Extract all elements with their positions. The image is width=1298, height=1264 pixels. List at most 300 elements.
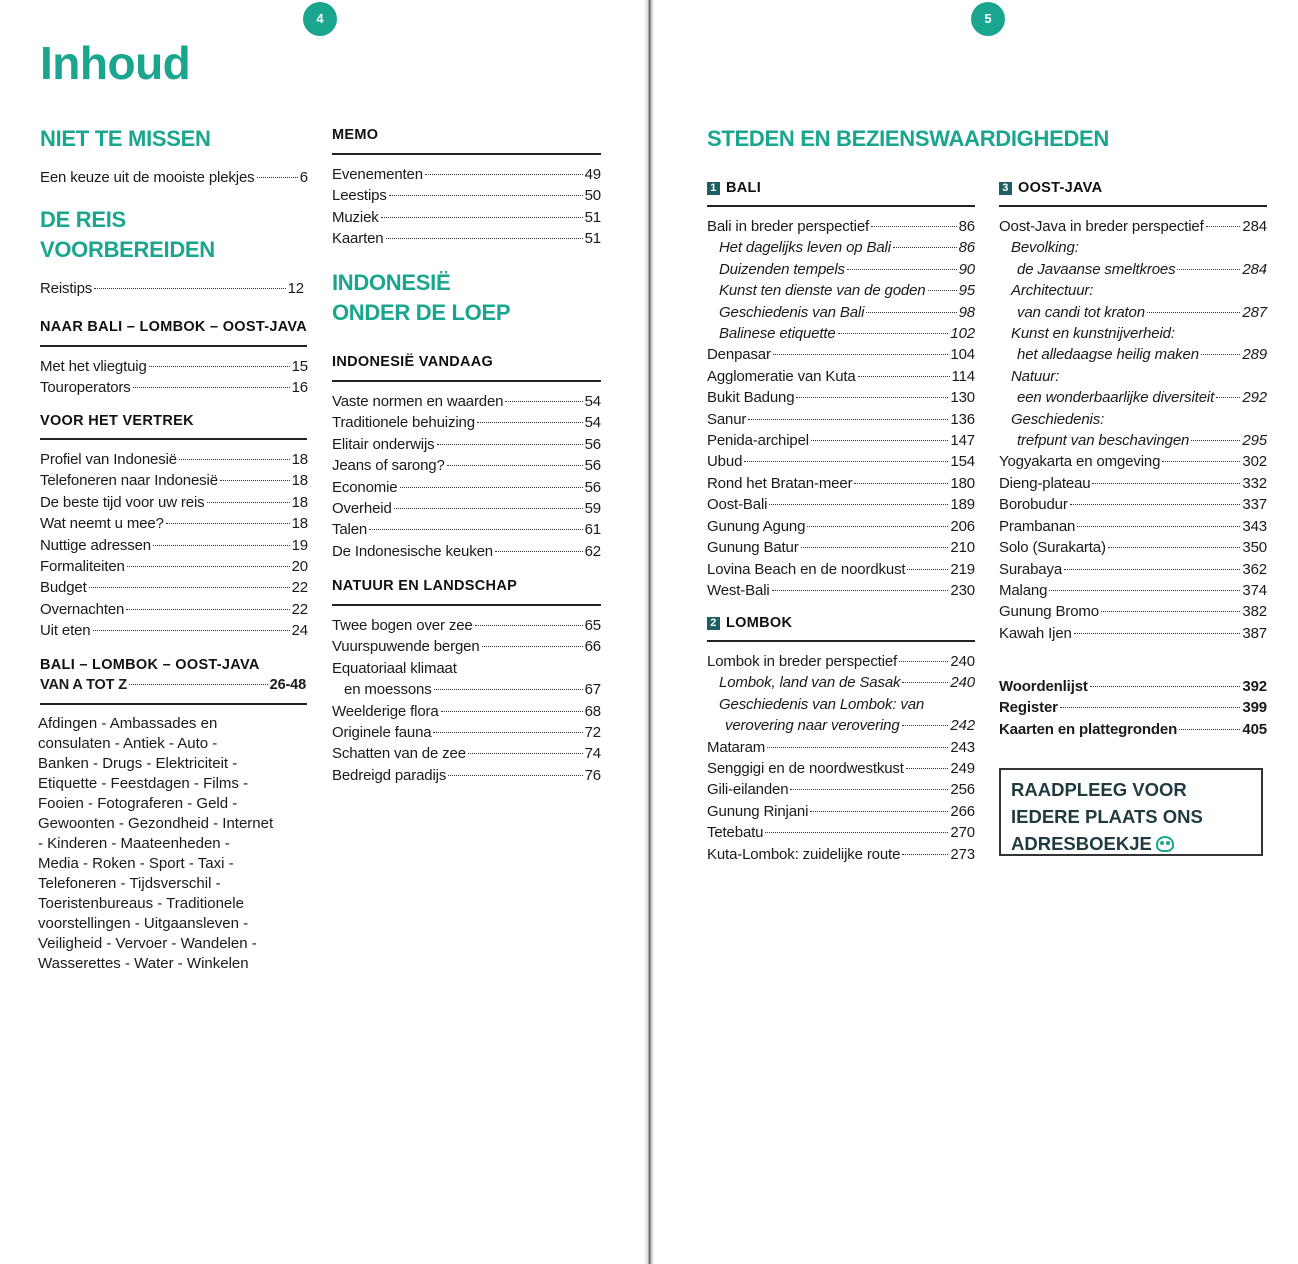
divider — [40, 438, 307, 440]
dot-leader — [93, 630, 290, 631]
toc-entry — [999, 697, 1267, 718]
toc-entry-label: Overnachten — [40, 600, 125, 618]
callout-line: IEDERE PLAATS ONS — [1011, 806, 1203, 827]
toc-entry — [40, 492, 308, 513]
toc-entry — [332, 701, 601, 722]
toc-entry-page: 292 — [1242, 389, 1267, 407]
toc-entry — [40, 577, 308, 598]
toc-entry-page: 54 — [584, 393, 601, 410]
toc-entry-page: 104 — [950, 346, 975, 364]
section-heading-niet-te-missen: NIET TE MISSEN — [40, 126, 211, 151]
dot-leader — [748, 419, 948, 420]
toc-entry — [332, 658, 601, 679]
dot-leader — [89, 587, 290, 588]
toc-entry-label: Solo (Surakarta) — [999, 539, 1106, 557]
toc-entry — [707, 387, 975, 408]
topic-line: voorstellingen - Uitgaansleven - — [38, 915, 249, 932]
toc-entry-label: De Indonesische keuken — [332, 542, 493, 560]
toc-list-a-tot-z — [40, 675, 306, 696]
toc-entry — [707, 516, 975, 537]
toc-list-bali — [707, 216, 975, 601]
toc-entry — [707, 237, 975, 258]
divider — [707, 640, 975, 642]
toc-entry-label: Sanur — [707, 410, 747, 428]
dot-leader — [1092, 483, 1240, 484]
toc-entry-label: Originele fauna — [332, 724, 432, 742]
toc-entry-label: de Javaanse smeltkroes — [1017, 260, 1176, 278]
dot-leader — [858, 376, 950, 377]
toc-entry-label: Gunung Batur — [707, 539, 799, 557]
toc-entry-label: Mataram — [707, 738, 766, 756]
toc-entry-page: 98 — [958, 303, 975, 321]
toc-entry — [332, 477, 601, 498]
toc-entry — [332, 722, 601, 743]
toc-entry-label: Architectuur: — [1011, 282, 1094, 300]
toc-entry — [707, 473, 975, 494]
toc-entry-label: Tetebatu — [707, 824, 764, 842]
heading-line: ONDER DE LOEP — [332, 300, 511, 325]
dot-leader — [400, 487, 583, 488]
toc-entry-page: 242 — [950, 717, 975, 735]
toc-entry-page: 302 — [1242, 453, 1267, 471]
toc-entry-page: 219 — [950, 560, 975, 578]
toc-entry-page: 65 — [584, 617, 601, 634]
toc-entry — [707, 580, 975, 601]
dot-leader — [810, 811, 948, 812]
dot-leader — [902, 725, 949, 726]
toc-entry — [40, 449, 308, 470]
dot-leader — [153, 545, 290, 546]
toc-entry-label: Oost-Bali — [707, 496, 768, 514]
dot-leader — [133, 387, 290, 388]
dot-leader — [369, 529, 582, 530]
toc-entry-label: Gunung Rinjani — [707, 802, 809, 820]
toc-entry-page: 230 — [950, 581, 975, 599]
dot-leader — [765, 832, 948, 833]
toc-entry-page: 284 — [1242, 218, 1267, 235]
toc-entry-page: 332 — [1242, 474, 1267, 492]
toc-entry-page: 18 — [291, 472, 308, 490]
region-number-badge: 1 — [707, 182, 720, 195]
toc-entry-label: Dieng-plateau — [999, 474, 1091, 492]
toc-entry-label: Malang — [999, 581, 1048, 599]
toc-entry-label: West-Bali — [707, 581, 770, 599]
dot-leader — [893, 247, 957, 248]
toc-list-niet-te-missen — [40, 167, 308, 188]
toc-entry-label: Prambanan — [999, 517, 1076, 535]
subheading-naar-bali: NAAR BALI – LOMBOK – OOST-JAVA — [40, 319, 308, 335]
toc-entry-page: 136 — [950, 410, 975, 428]
toc-entry — [332, 636, 601, 657]
toc-entry — [999, 623, 1267, 644]
subheading-label: BALI — [726, 180, 762, 196]
toc-entry — [332, 519, 601, 540]
toc-entry-label: Vuurspuwende bergen — [332, 638, 480, 656]
dot-leader — [790, 789, 948, 790]
toc-entry-page: 189 — [950, 496, 975, 514]
toc-entry-page: 59 — [584, 500, 601, 518]
divider — [332, 153, 601, 155]
toc-entry-label: Equatoriaal klimaat — [332, 659, 457, 677]
toc-entry — [707, 537, 975, 558]
dot-leader — [838, 333, 949, 334]
toc-list-indonesie-vandaag — [332, 391, 601, 562]
toc-list-extras — [999, 676, 1267, 740]
dot-leader — [386, 238, 583, 239]
toc-entry-page: 256 — [950, 781, 975, 799]
toc-entry — [332, 765, 601, 786]
topic-line: Afdingen - Ambassades en — [38, 715, 218, 732]
toc-entry-label: Geschiedenis van Bali — [719, 303, 865, 321]
divider — [332, 604, 601, 606]
dot-leader — [767, 747, 948, 748]
toc-entry-label: en moessons — [344, 681, 432, 699]
toc-entry-label: Kunst ten dienste van de goden — [719, 282, 926, 300]
dot-leader — [811, 440, 948, 441]
toc-entry — [707, 822, 975, 843]
toc-entry — [707, 216, 975, 237]
subheading-voor-het-vertrek: VOOR HET VERTREK — [40, 413, 194, 429]
dot-leader — [847, 269, 957, 270]
dot-leader — [477, 422, 583, 423]
toc-entry-page: 22 — [291, 579, 308, 597]
toc-entry-label: Ubud — [707, 453, 743, 471]
dot-leader — [149, 366, 290, 367]
toc-entry-label: Telefoneren naar Indonesië — [40, 472, 218, 490]
toc-entry-label: Gunung Agung — [707, 517, 806, 535]
toc-entry — [40, 556, 308, 577]
heading-line: VOORBEREIDEN — [40, 237, 215, 262]
toc-entry-label: Twee bogen over zee — [332, 617, 473, 634]
toc-entry — [707, 409, 975, 430]
address-book-callout — [999, 768, 1263, 856]
toc-list-memo — [332, 164, 601, 250]
toc-entry — [707, 758, 975, 779]
toc-entry — [332, 185, 601, 206]
toc-entry-page: 287 — [1242, 303, 1267, 321]
dot-leader — [1108, 547, 1241, 548]
toc-entry-label: Vaste normen en waarden — [332, 393, 504, 410]
divider — [707, 205, 975, 207]
dot-leader — [475, 625, 583, 626]
toc-entry-label: Weelderige flora — [332, 702, 439, 720]
dot-leader — [769, 504, 948, 505]
dot-leader — [772, 590, 949, 591]
toc-entry-page: 86 — [958, 218, 975, 235]
toc-entry-page: 24 — [291, 622, 308, 640]
toc-entry-page: 12 — [287, 280, 304, 297]
toc-entry — [707, 259, 975, 280]
toc-entry — [999, 344, 1267, 365]
toc-entry-label: Leestips — [332, 187, 387, 205]
toc-entry-page: 86 — [958, 239, 975, 257]
toc-entry-page: 68 — [584, 702, 601, 720]
dot-leader — [1064, 569, 1240, 570]
toc-entry — [999, 409, 1267, 430]
dot-leader — [801, 547, 949, 548]
toc-entry-page: 243 — [950, 738, 975, 756]
toc-entry-page: 180 — [950, 474, 975, 492]
toc-list-natuur — [332, 615, 601, 786]
callout-line: RAADPLEEG VOOR — [1011, 779, 1187, 800]
dot-leader — [257, 177, 298, 178]
toc-entry — [999, 537, 1267, 558]
toc-entry-label: Kuta-Lombok: zuidelijke route — [707, 845, 901, 863]
dot-leader — [1179, 729, 1240, 730]
toc-entry — [999, 473, 1267, 494]
toc-entry-label: het alledaagse heilig maken — [1017, 346, 1199, 364]
toc-entry-page: 147 — [950, 432, 975, 450]
toc-entry-page: 72 — [584, 724, 601, 742]
toc-entry — [332, 743, 601, 764]
toc-entry — [40, 675, 306, 696]
toc-entry-label: Traditionele behuizing — [332, 414, 475, 432]
toc-entry-label: Natuur: — [1011, 367, 1060, 385]
toc-entry-page: 20 — [291, 558, 308, 576]
toc-entry-page: 26-48 — [269, 677, 306, 693]
toc-entry-page: 130 — [950, 389, 975, 407]
toc-list-voor-het-vertrek — [40, 449, 308, 642]
toc-entry — [707, 779, 975, 800]
toc-entry-label: Bedreigd paradijs — [332, 766, 447, 784]
toc-entry-page: 18 — [291, 493, 308, 511]
toc-entry — [707, 559, 975, 580]
toc-entry-label: Borobudur — [999, 496, 1068, 514]
toc-entry — [707, 302, 975, 323]
toc-entry-label: Duizenden tempels — [719, 260, 845, 278]
toc-entry — [999, 601, 1267, 622]
toc-entry — [40, 620, 308, 641]
toc-entry — [999, 451, 1267, 472]
toc-entry — [707, 651, 975, 672]
toc-entry-label: Senggigi en de noordwestkust — [707, 760, 904, 778]
toc-entry-page: 95 — [958, 282, 975, 300]
toc-entry-label: Yogyakarta en omgeving — [999, 453, 1161, 471]
dot-leader — [899, 661, 948, 662]
toc-entry-label: Oost-Java in breder perspectief — [999, 218, 1204, 235]
subheading-memo: MEMO — [332, 127, 379, 143]
dot-leader — [495, 551, 583, 552]
toc-entry-page: 51 — [584, 230, 601, 248]
toc-list-lombok — [707, 651, 975, 865]
topic-line: Media - Roken - Sport - Taxi - — [38, 855, 234, 872]
toc-entry — [999, 430, 1267, 451]
toc-entry-page: 405 — [1242, 720, 1267, 738]
toc-entry — [999, 719, 1267, 740]
dot-leader — [928, 290, 957, 291]
toc-entry — [332, 412, 601, 433]
toc-entry-label: Balinese etiquette — [719, 325, 836, 343]
dot-leader — [871, 226, 957, 227]
toc-entry-label: Surabaya — [999, 560, 1063, 578]
dot-leader — [179, 459, 290, 460]
toc-entry-label: Lombok, land van de Sasak — [719, 674, 901, 692]
toc-entry-label: Geschiedenis: — [1011, 410, 1105, 428]
subheading-indonesie-vandaag: INDONESIË VANDAAG — [332, 354, 494, 370]
toc-entry-label: Lombok in breder perspectief — [707, 653, 898, 670]
toc-entry-label: Penida-archipel — [707, 432, 809, 450]
dot-leader — [425, 174, 583, 175]
toc-entry-label: Register — [999, 699, 1058, 717]
toc-entry — [707, 451, 975, 472]
toc-entry — [707, 430, 975, 451]
toc-entry — [707, 801, 975, 822]
toc-entry-page: 240 — [950, 674, 975, 692]
dot-leader — [866, 312, 956, 313]
toc-entry-page: 67 — [584, 681, 601, 699]
toc-entry — [999, 676, 1267, 697]
toc-entry — [40, 377, 308, 398]
toc-entry — [999, 280, 1267, 301]
toc-entry-label: Wat neemt u mee? — [40, 515, 164, 533]
toc-entry-page: 206 — [950, 517, 975, 535]
dot-leader — [129, 684, 268, 685]
subheading-a-tot-z: BALI – LOMBOK – OOST-JAVA — [40, 657, 260, 673]
dot-leader — [854, 483, 948, 484]
toc-entry-label: Kaarten — [332, 230, 384, 248]
toc-entry-page: 19 — [291, 536, 308, 554]
toc-entry — [707, 694, 975, 715]
toc-entry — [999, 494, 1267, 515]
toc-entry — [40, 167, 308, 188]
topic-line: - Kinderen - Maateenheden - — [38, 835, 230, 852]
mascot-face-icon — [1156, 836, 1174, 852]
topic-line: Wasserettes - Water - Winkelen — [38, 955, 249, 972]
toc-list-naar-bali — [40, 356, 308, 399]
toc-entry-label: Rond het Bratan-meer — [707, 474, 853, 492]
toc-entry-label: Denpasar — [707, 346, 771, 364]
toc-entry-label: een wonderbaarlijke diversiteit — [1017, 389, 1215, 407]
dot-leader — [433, 732, 582, 733]
toc-entry-page: 266 — [950, 802, 975, 820]
dot-leader — [505, 401, 582, 402]
toc-entry — [707, 280, 975, 301]
section-heading-de-reis — [40, 205, 215, 265]
dot-leader — [437, 444, 583, 445]
dot-leader — [166, 523, 290, 524]
dot-leader — [482, 646, 583, 647]
toc-entry-label: Agglomeratie van Kuta — [707, 367, 856, 385]
dot-leader — [744, 461, 948, 462]
toc-entry-label: Lovina Beach en de noordkust — [707, 560, 906, 578]
toc-entry-label: Economie — [332, 478, 398, 496]
dot-leader — [220, 480, 290, 481]
toc-entry-page: 114 — [951, 367, 975, 385]
subheading-lombok — [707, 613, 792, 634]
dot-leader — [447, 465, 583, 466]
toc-entry-label: De beste tijd voor uw reis — [40, 493, 205, 511]
dot-leader — [1074, 633, 1241, 634]
toc-entry-label: Kawah Ijen — [999, 624, 1072, 642]
dot-leader — [127, 566, 290, 567]
toc-entry — [332, 679, 601, 700]
toc-entry — [707, 323, 975, 344]
dot-leader — [126, 609, 289, 610]
topic-line: Toeristenbureaus - Traditionele — [38, 895, 244, 912]
toc-entry — [332, 498, 601, 519]
topic-line: Etiquette - Feestdagen - Films - — [38, 775, 249, 792]
toc-entry-label: trefpunt van beschavingen — [1017, 432, 1190, 450]
toc-entry-page: 210 — [950, 539, 975, 557]
dot-leader — [94, 288, 285, 289]
topic-line: Gewoonten - Gezondheid - Internet — [38, 815, 274, 832]
toc-entry — [999, 259, 1267, 280]
toc-entry-page: 90 — [958, 260, 975, 278]
dot-leader — [394, 508, 583, 509]
page-number-right: 5 — [971, 2, 1005, 36]
toc-entry-label: Reistips — [40, 280, 93, 297]
toc-entry-page: 154 — [950, 453, 975, 471]
dot-leader — [1206, 226, 1241, 227]
toc-entry-label: Talen — [332, 521, 368, 539]
toc-entry-label: Gili-eilanden — [707, 781, 789, 799]
divider — [332, 380, 601, 382]
toc-entry — [999, 302, 1267, 323]
toc-entry-page: 56 — [584, 457, 601, 475]
toc-entry-page: 62 — [584, 542, 601, 560]
toc-entry — [332, 541, 601, 562]
toc-entry-label: Een keuze uit de mooiste plekjes — [40, 169, 255, 186]
toc-entry — [999, 516, 1267, 537]
dot-leader — [1101, 611, 1240, 612]
page-number-left: 4 — [303, 2, 337, 36]
toc-entry-page: 240 — [950, 653, 975, 670]
toc-entry-label: Geschiedenis van Lombok: van — [719, 695, 925, 713]
dot-leader — [1077, 526, 1240, 527]
toc-entry — [40, 278, 304, 299]
dot-leader — [1177, 269, 1240, 270]
toc-entry-label: Schatten van de zee — [332, 745, 466, 763]
toc-entry-page: 6 — [299, 169, 308, 186]
book-spine — [644, 0, 654, 1264]
dot-leader — [1147, 312, 1241, 313]
toc-entry-page: 382 — [1242, 603, 1267, 621]
toc-entry-page: 374 — [1242, 581, 1267, 599]
toc-entry-label: Met het vliegtuig — [40, 358, 147, 375]
toc-entry — [999, 387, 1267, 408]
heading-line: INDONESIË — [332, 270, 451, 295]
toc-entry-page: 56 — [584, 478, 601, 496]
toc-entry — [707, 715, 975, 736]
toc-entry-label: Kaarten en plattegronden — [999, 720, 1178, 738]
region-number-badge: 2 — [707, 617, 720, 630]
dot-leader — [807, 526, 948, 527]
toc-entry-label: Gunung Bromo — [999, 603, 1099, 621]
dot-leader — [1216, 397, 1240, 398]
dot-leader — [448, 775, 582, 776]
toc-entry-label: Bukit Badung — [707, 389, 795, 407]
page-title: Inhoud — [40, 37, 191, 89]
a-tot-z-topics — [38, 714, 313, 974]
subheading-label: LOMBOK — [726, 615, 793, 631]
toc-entry-page: 18 — [291, 515, 308, 533]
dot-leader — [1201, 354, 1241, 355]
toc-entry — [707, 344, 975, 365]
toc-entry-label: Budget — [40, 579, 87, 597]
toc-entry-label: Formaliteiten — [40, 558, 125, 576]
dot-leader — [773, 354, 949, 355]
toc-entry — [999, 559, 1267, 580]
toc-entry-page: 22 — [291, 600, 308, 618]
toc-entry — [707, 672, 975, 693]
toc-entry-page: 249 — [950, 760, 975, 778]
divider — [40, 703, 307, 705]
dot-leader — [381, 217, 583, 218]
subheading-oost-java — [999, 178, 1102, 199]
dot-leader — [441, 711, 583, 712]
toc-entry-page: 270 — [950, 824, 975, 842]
toc-entry-page: 16 — [291, 379, 308, 397]
